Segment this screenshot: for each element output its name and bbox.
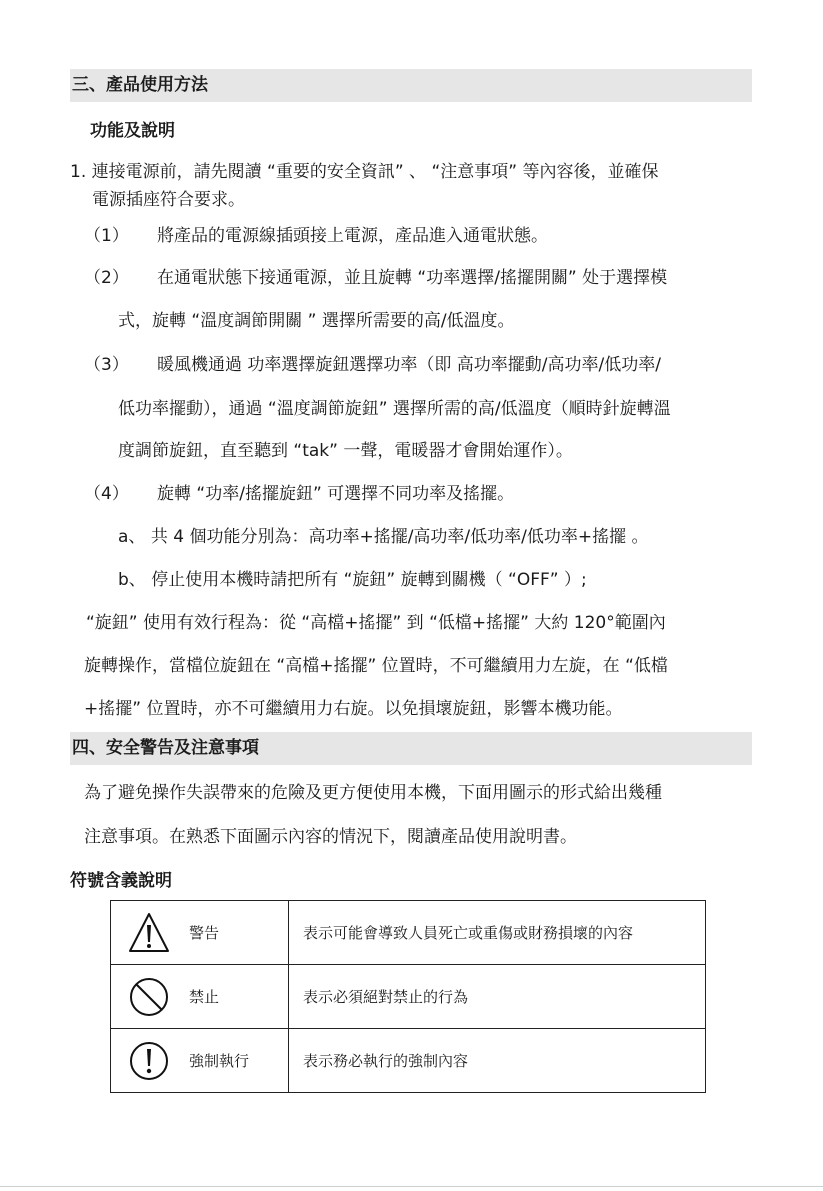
step2-text-line2: 式，旋轉 “溫度調節開關 ” 選擇所需要的高/低溫度。 [118,311,515,331]
step2-text-line1: 在通電狀態下接通電源，並且旋轉 “功率選擇/搖擺開關” 处于選擇模 [157,268,668,288]
prohibition-description: 表示必須絕對禁止的行為 [303,988,469,1006]
symbols-table [110,900,706,1093]
prohibition-label: 禁止 [189,988,220,1006]
knob-note-line1: “旋鈕” 使用有效行程為：從 “高檔+搖擺” 到 “低檔+搖擺” 大約 120°範圍內 [86,613,666,633]
step4-number: （4） [84,484,129,504]
symbols-heading: 符號含義說明 [70,871,172,891]
warning-triangle-icon [127,911,171,955]
page-bottom-divider [0,1186,823,1187]
table-row [111,1029,706,1093]
step3-text-line2: 低功率擺動），通過 “溫度調節旋鈕” 選擇所需的高/低溫度（順時針旋轉溫 [118,399,671,419]
table-row [111,965,706,1029]
section3-subtitle: 功能及說明 [90,121,175,141]
section4-intro-line2: 注意事項。在熟悉下面圖示內容的情況下，閱讀產品使用說明書。 [84,827,577,847]
step1-text: 將產品的電源線插頭接上電源，產品進入通電狀態。 [157,226,548,246]
prohibition-icon [127,975,171,1019]
mandatory-exclamation-icon [127,1039,171,1083]
knob-note-line2: 旋轉操作，當檔位旋鈕在 “高檔+搖擺” 位置時，不可繼續用力左旋，在 “低檔 [84,656,668,676]
step3-number: （3） [84,355,129,375]
function-item-b: b、 停止使用本機時請把所有 “旋鈕” 旋轉到關機（ “OFF” ）; [118,570,587,590]
paragraph1-line2: 電源插座符合要求。 [92,190,245,210]
mandatory-description: 表示務必執行的強制內容 [303,1052,469,1070]
step3-text-line3: 度調節旋鈕，直至聽到 “tak” 一聲，電暖器才會開始運作）。 [118,441,573,461]
section4-title: 四、安全警告及注意事項 [72,738,259,758]
table-row [111,901,706,965]
function-item-a: a、 共 4 個功能分別為：高功率+搖擺/高功率/低功率/低功率+搖擺 。 [118,527,649,547]
knob-note-line3: +搖擺” 位置時，亦不可繼續用力右旋。以免損壞旋鈕，影響本機功能。 [84,699,623,719]
step3-text-line1: 暖風機通過 功率選擇旋鈕選擇功率（即 高功率擺動/高功率/低功率/ [157,355,661,375]
step4-text: 旋轉 “功率/搖擺旋鈕” 可選擇不同功率及搖擺。 [157,484,515,504]
paragraph1-line1: 1. 連接電源前，請先閱讀 “重要的安全資訊” 、 “注意事項” 等內容後，並確保 [70,162,659,182]
section3-title: 三、產品使用方法 [72,75,208,95]
warning-label: 警告 [189,924,220,942]
section4-intro-line1: 為了避免操作失誤帶來的危險及更方便使用本機，下面用圖示的形式給出幾種 [84,783,662,803]
step1-number: （1） [84,226,129,246]
mandatory-label: 強制執行 [189,1052,250,1070]
warning-description: 表示可能會導致人員死亡或重傷或財務損壞的內容 [303,924,634,942]
step2-number: （2） [84,268,129,288]
